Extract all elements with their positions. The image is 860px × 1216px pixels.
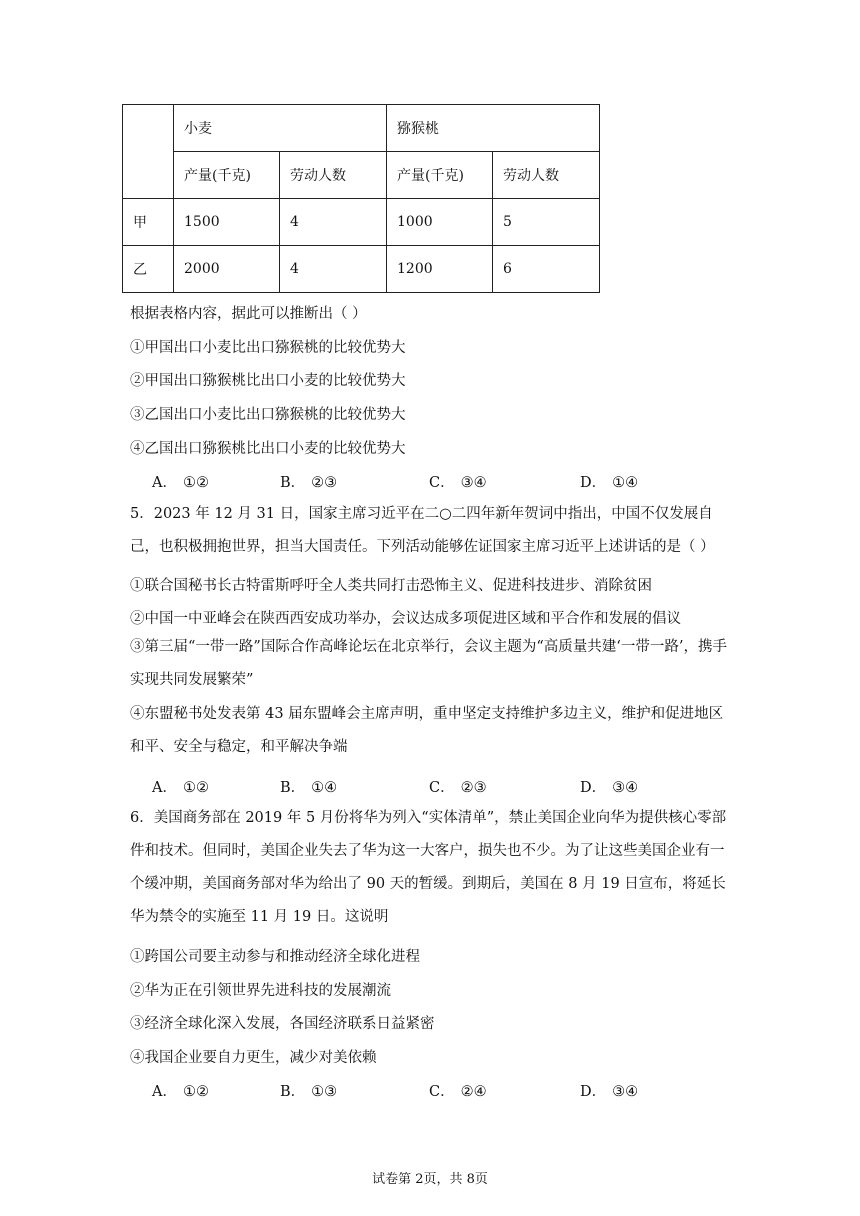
option-a[interactable]: [152, 776, 209, 797]
q5-stem: 5．2023 年 12 月 31 日，国家主席习近平在二○二四年新年贺词中指出，中国不仅发展自己，也积极拥抱世界，担当大国责任。下列活动能够佐证国家主席习近平上述讲话的是（ ）: [130, 506, 715, 555]
q4-options: [152, 471, 752, 491]
subheader-cell: 劳动人数: [493, 152, 600, 199]
q4-item: ③乙国出口小麦比出口猕猴桃的比较优势大: [130, 407, 406, 423]
q6-stem: 6．美国商务部在 2019 年 5 月份将华为列入“实体清单”，禁止美国企业向华为提供核心零部件和技术。但同时，美国企业失去了华为这一大客户，损失也不少。为了让这些美国企业有一个缓冲期，美国商务部对华为给出了 90 天的暂缓。到期后，美国在 8 月 19 日宣布，将延长华为禁令的实施至 11 月 19 日。这说明: [130, 810, 727, 925]
comparison-table: [122, 104, 600, 293]
option-key: A．: [152, 475, 177, 491]
header-wheat: 小麦: [174, 105, 387, 152]
option-value: ③④: [612, 780, 639, 796]
option-value: ①④: [612, 475, 639, 491]
option-c[interactable]: [429, 471, 487, 492]
page-footer: 试卷第 2页，共 8页: [372, 1172, 488, 1187]
table-cell: 2000: [174, 246, 280, 293]
table-row: [123, 246, 600, 293]
option-a[interactable]: [152, 471, 209, 492]
q5-item: ④东盟秘书处发表第 43 届东盟峰会主席声明，重申坚定支持维护多边主义，维护和促进地区和平、安全与稳定，和平解决争端: [130, 706, 724, 755]
option-key: C．: [429, 475, 455, 491]
q6-item: ②华为正在引领世界先进科技的发展潮流: [130, 983, 391, 999]
table-subheader-row: [123, 152, 600, 199]
option-b[interactable]: [280, 471, 337, 492]
table-cell: 4: [280, 246, 387, 293]
option-value: ①②: [182, 1084, 209, 1100]
option-d[interactable]: [580, 776, 638, 797]
option-key: B．: [280, 475, 306, 491]
option-d[interactable]: [580, 471, 638, 492]
option-key: B．: [280, 1084, 306, 1100]
q6-item: ③经济全球化深入发展，各国经济联系日益紧密: [130, 1016, 435, 1032]
option-key: B．: [280, 780, 306, 796]
table-cell: 1500: [174, 199, 280, 246]
option-value: ③④: [612, 1084, 639, 1100]
table-cell: 1200: [387, 246, 493, 293]
q4-item: ②甲国出口猕猴桃比出口小麦的比较优势大: [130, 373, 406, 389]
q6-item: ④我国企业要自力更生，减少对美依赖: [130, 1050, 377, 1066]
option-value: ①④: [311, 780, 338, 796]
q4-item: ①甲国出口小麦比出口猕猴桃的比较优势大: [130, 340, 406, 356]
table-corner-cell: [123, 105, 174, 199]
option-key: A．: [152, 1084, 177, 1100]
option-key: D．: [580, 475, 607, 491]
table-cell: 4: [280, 199, 387, 246]
table-header-row: [123, 105, 600, 152]
table-cell: 乙: [123, 246, 174, 293]
q5-item: ③第三届“一带一路”国际合作高峰论坛在北京举行，会议主题为“高质量共建‘一带一路’，携手实现共同发展繁荣”: [130, 639, 727, 688]
option-c[interactable]: [429, 776, 487, 797]
option-key: A．: [152, 780, 177, 796]
option-value: ②③: [460, 780, 487, 796]
option-value: ③④: [460, 475, 487, 491]
option-value: ②④: [460, 1084, 487, 1100]
q4-item: ④乙国出口猕猴桃比出口小麦的比较优势大: [130, 441, 406, 457]
table-cell: 6: [493, 246, 600, 293]
q6-item: ①跨国公司要主动参与和推动经济全球化进程: [130, 949, 420, 965]
table-cell: 甲: [123, 199, 174, 246]
table-row: [123, 199, 600, 246]
option-value: ②③: [311, 475, 338, 491]
option-b[interactable]: [280, 1080, 337, 1101]
q6-options: [152, 1080, 752, 1100]
option-b[interactable]: [280, 776, 337, 797]
option-value: ①②: [182, 780, 209, 796]
header-kiwi: 猕猴桃: [387, 105, 600, 152]
q5-item: ①联合国秘书长古特雷斯呼吁全人类共同打击恐怖主义、促进科技进步、消除贫困: [130, 578, 652, 594]
subheader-cell: 劳动人数: [280, 152, 387, 199]
subheader-cell: 产量(千克): [174, 152, 280, 199]
table-cell: 1000: [387, 199, 493, 246]
q5-options: [152, 776, 752, 796]
option-key: D．: [580, 1084, 607, 1100]
option-value: ①③: [311, 1084, 338, 1100]
option-key: C．: [429, 780, 455, 796]
option-key: C．: [429, 1084, 455, 1100]
option-d[interactable]: [580, 1080, 638, 1101]
option-value: ①②: [182, 475, 209, 491]
subheader-cell: 产量(千克): [387, 152, 493, 199]
q4-prompt: 根据表格内容，据此可以推断出（ ）: [130, 306, 367, 322]
option-a[interactable]: [152, 1080, 209, 1101]
option-c[interactable]: [429, 1080, 487, 1101]
option-key: D．: [580, 780, 607, 796]
table-cell: 5: [493, 199, 600, 246]
q5-item: ②中国一中亚峰会在陕西西安成功举办，会议达成多项促进区域和平合作和发展的倡议: [130, 611, 681, 627]
